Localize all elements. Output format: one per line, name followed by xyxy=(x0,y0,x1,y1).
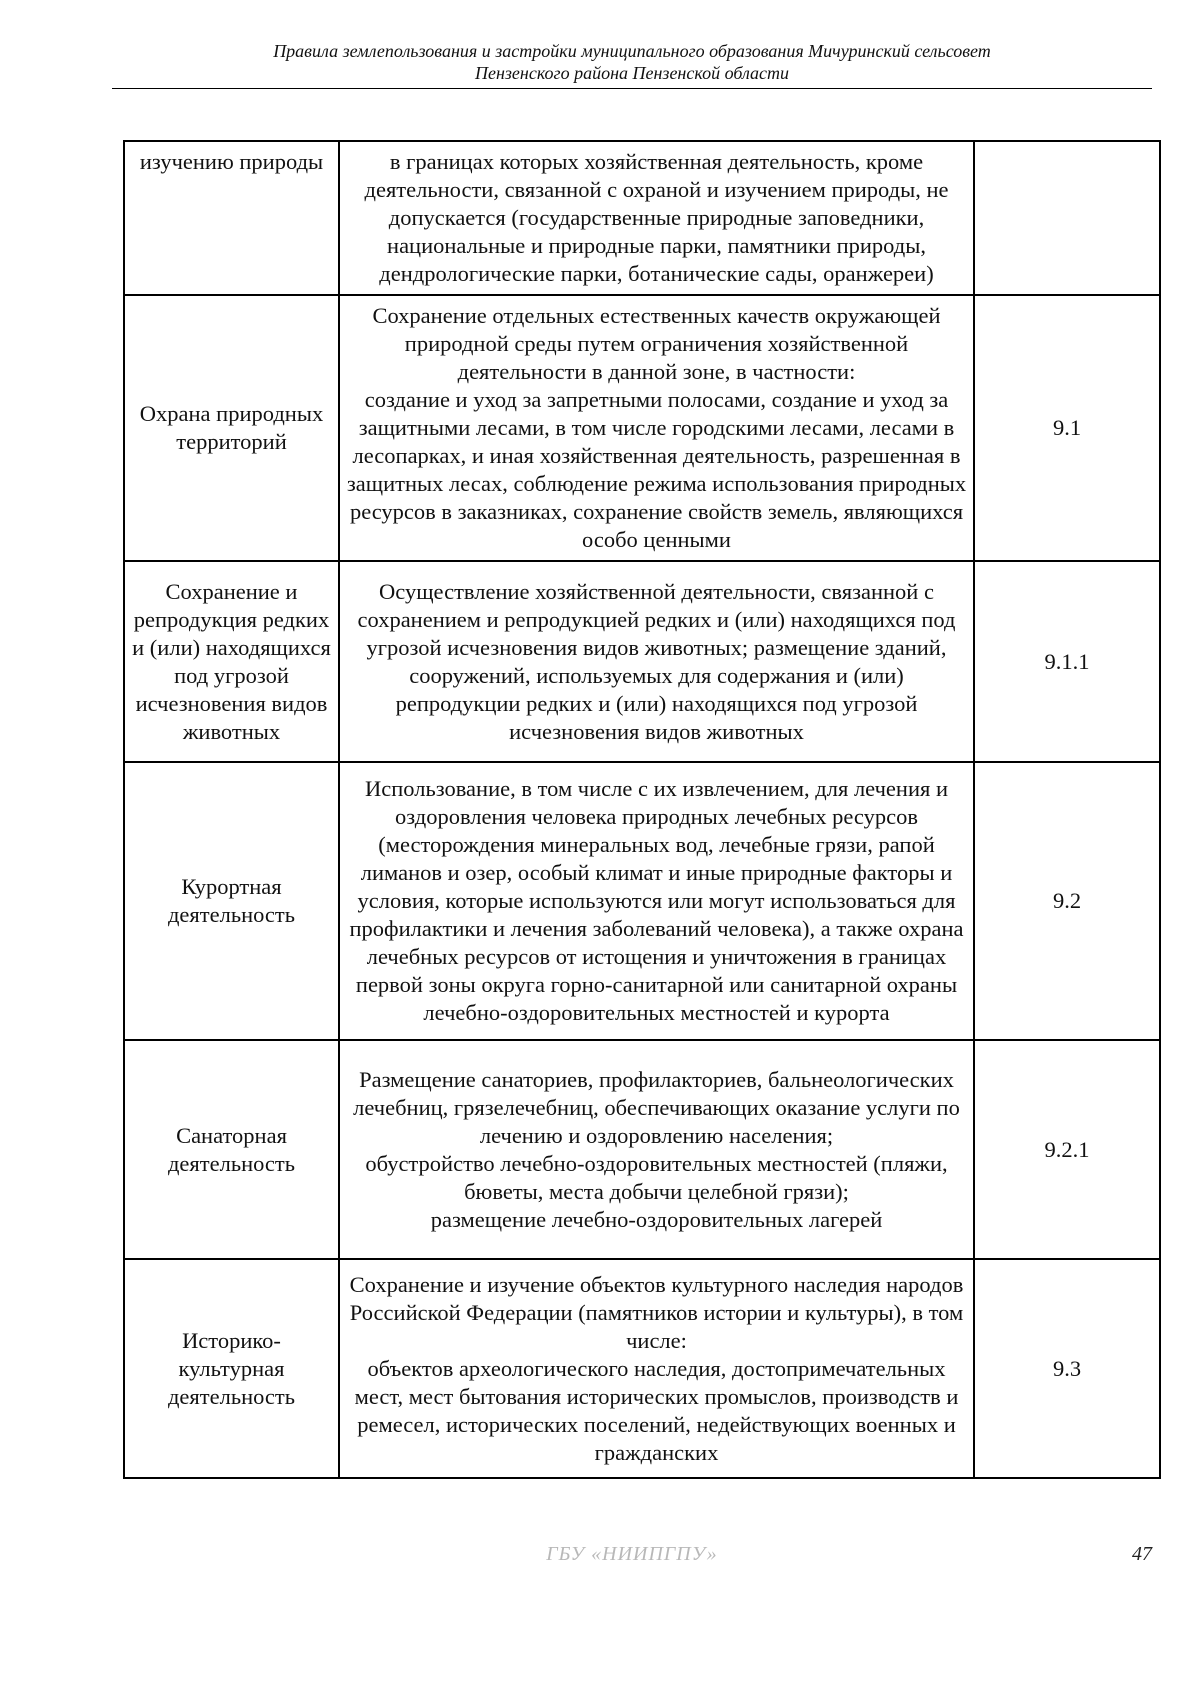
use-type-description-cell: Осуществление хозяйственной деятельности, связанной с сохранением и репродукцией редких и (или) находящихся под угрозой исчезновения видов животных; размещение зданий, сооружений, используемых для содержания и (или) репродукции редких и (или) находящихся под угрозой исчезновения видов животных xyxy=(339,561,974,762)
header-rule xyxy=(112,88,1152,89)
use-type-description-cell: Сохранение отдельных естественных качеств окружающей природной среды путем ограничения хозяйственной деятельности в данной зоне, в частности: создание и уход за запретными полосами, создание и уход за защитными лесами, в том числе городскими лесами, лесами в лесопарках, и иная хозяйственная деятельность, разрешенная в защитных лесах, соблюдение режима использования природных ресурсов в заказниках, сохранение свойств земель, являющихся особо ценными xyxy=(339,295,974,561)
use-type-name-cell: изучению природы xyxy=(124,141,339,295)
header-title-line-2: Пензенского района Пензенской области xyxy=(474,63,790,83)
table-row xyxy=(124,561,1160,762)
use-type-name-cell: Охрана природных территорий xyxy=(124,295,339,561)
page-number: 47 xyxy=(1132,1543,1152,1565)
use-type-code-cell: 9.1.1 xyxy=(974,561,1160,762)
use-type-name-cell: Сохранение и репродукция редких и (или) находящихся под угрозой исчезновения видов животных xyxy=(124,561,339,762)
use-type-description-cell: Сохранение и изучение объектов культурного наследия народов Российской Федерации (памятников истории и культуры), в том числе: объектов археологического наследия, достопримечательных мест, мест бытования исторических промыслов, производств и ремесел, исторических поселений, недействующих военных и гражданских xyxy=(339,1259,974,1478)
use-type-description-cell: Использование, в том числе с их извлечением, для лечения и оздоровления человека природных лечебных ресурсов (месторождения минеральных вод, лечебные грязи, рапой лиманов и озер, особый климат и иные природные факторы и условия, которые используются или могут использоваться для профилактики и лечения заболеваний человека), а также охрана лечебных ресурсов от истощения и уничтожения в границах первой зоны округа горно-санитарной или санитарной охраны лечебно-оздоровительных местностей и курорта xyxy=(339,762,974,1040)
use-type-code-cell: 9.2 xyxy=(974,762,1160,1040)
table-row xyxy=(124,141,1160,295)
table-row xyxy=(124,295,1160,561)
use-type-code-cell: 9.3 xyxy=(974,1259,1160,1478)
header-title-line-1: Правила землепользования и застройки муниципального образования Мичуринский сельсовет xyxy=(273,41,991,61)
use-type-code-cell: 9.1 xyxy=(974,295,1160,561)
table-row xyxy=(124,1040,1160,1259)
use-type-name-cell: Курортная деятельность xyxy=(124,762,339,1040)
use-type-name-cell: Историко-культурная деятельность xyxy=(124,1259,339,1478)
use-type-description-cell: в границах которых хозяйственная деятельность, кроме деятельности, связанной с охраной и изучением природы, не допускается (государственные природные заповедники, национальные и природные парки, памятники природы, дендрологические парки, ботанические сады, оранжереи) xyxy=(339,141,974,295)
use-type-name-cell: Санаторная деятельность xyxy=(124,1040,339,1259)
page-header xyxy=(112,40,1152,84)
use-type-description-cell: Размещение санаториев, профилакториев, бальнеологических лечебниц, грязелечебниц, обеспечивающих оказание услуги по лечению и оздоровлению населения; обустройство лечебно-оздоровительных местностей (пляжи, бюветы, места добычи целебной грязи); размещение лечебно-оздоровительных лагерей xyxy=(339,1040,974,1259)
land-use-table xyxy=(123,140,1161,1479)
use-type-code-cell xyxy=(974,141,1160,295)
table-row xyxy=(124,1259,1160,1478)
use-type-code-cell: 9.2.1 xyxy=(974,1040,1160,1259)
page-footer xyxy=(112,1542,1152,1566)
footer-organization: ГБУ «НИИПГПУ» xyxy=(546,1543,718,1565)
table-row xyxy=(124,762,1160,1040)
